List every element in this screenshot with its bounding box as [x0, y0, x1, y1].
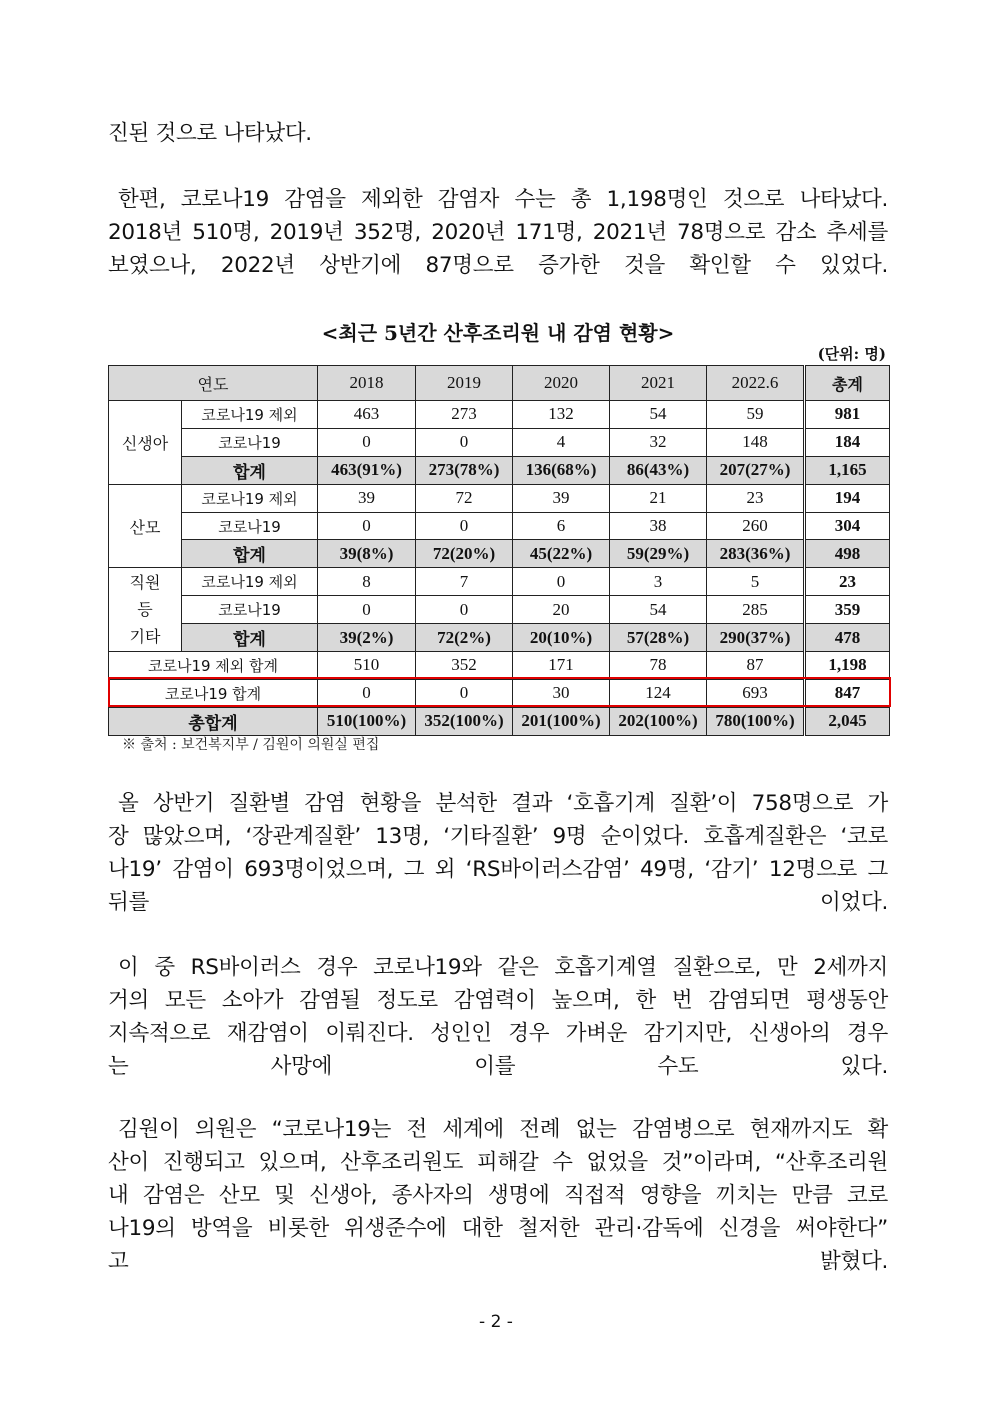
- text-line: 산이 진행되고 있으며, 산후조리원도 피해갈 수 없었을 것”이라며, “산후조리원: [108, 1150, 888, 1175]
- header-cell: 2018: [318, 366, 416, 401]
- table-cell: 87: [707, 652, 805, 680]
- table-cell: 693: [707, 679, 805, 707]
- group-label: 신생아: [109, 401, 182, 485]
- table-caption: <최근 5년간 산후조리원 내 감염 현황>: [321, 321, 675, 345]
- group-label-line: 등: [137, 600, 153, 620]
- total-cell: 184: [805, 428, 890, 456]
- table-cell: 59: [707, 401, 805, 429]
- row-label: 코로나19 제외: [182, 484, 318, 512]
- total-cell: 23: [805, 568, 890, 596]
- table-cell: 124: [610, 679, 707, 707]
- text-line: 한편, 코로나19 감염을 제외한 감염자 수는 총 1,198명인 것으로 나타났다.: [118, 187, 888, 212]
- row-label: 코로나19 제외 합계: [109, 652, 318, 680]
- total-cell: 304: [805, 512, 890, 540]
- table-cell: 207(27%): [707, 456, 805, 484]
- table-cell: 0: [318, 512, 416, 540]
- summary-row: [109, 652, 890, 680]
- row-label: 코로나19: [182, 596, 318, 624]
- table-cell: 39: [513, 484, 610, 512]
- total-cell: 847: [805, 679, 890, 707]
- header-total: 총계: [805, 366, 890, 401]
- table-cell: 20(10%): [513, 624, 610, 652]
- header-cell: 2020: [513, 366, 610, 401]
- table-cell: 72(2%): [416, 624, 513, 652]
- table-cell: 273(78%): [416, 456, 513, 484]
- table-cell: 0: [318, 596, 416, 624]
- table-cell: 171: [513, 652, 610, 680]
- table-cell: 72: [416, 484, 513, 512]
- table-cell: 72(20%): [416, 540, 513, 568]
- table-cell: 32: [610, 428, 707, 456]
- table-cell: 0: [416, 596, 513, 624]
- table-cell: 290(37%): [707, 624, 805, 652]
- group-label: [109, 568, 182, 652]
- table-cell: 780(100%): [707, 707, 805, 735]
- text-line: 나19의 방역을 비롯한 위생준수에 대한 철저한 관리·감독에 신경을 써야한다”: [108, 1216, 888, 1241]
- table-cell: 260: [707, 512, 805, 540]
- total-cell: 478: [805, 624, 890, 652]
- table-cell: 285: [707, 596, 805, 624]
- table-cell: 0: [318, 679, 416, 707]
- paragraph-summary: [108, 183, 888, 282]
- row-label: 코로나19 합계: [109, 679, 318, 707]
- header-year: 연도: [109, 366, 318, 401]
- table-cell: 201(100%): [513, 707, 610, 735]
- table-cell: 136(68%): [513, 456, 610, 484]
- table-cell: 38: [610, 512, 707, 540]
- text-line: 올 상반기 질환별 감염 현황을 분석한 결과 ‘호흡기계 질환’이 758명으로 가: [118, 791, 888, 816]
- total-cell: 498: [805, 540, 890, 568]
- table-cell: 3: [610, 568, 707, 596]
- table-cell: 148: [707, 428, 805, 456]
- table-header-row: [109, 366, 890, 401]
- row-label: 코로나19: [182, 512, 318, 540]
- group-label: 산모: [109, 484, 182, 568]
- table-cell: 23: [707, 484, 805, 512]
- table-cell: 5: [707, 568, 805, 596]
- table-cell: 510(100%): [318, 707, 416, 735]
- text-line: 고 밝혔다.: [108, 1249, 888, 1274]
- table-cell: 273: [416, 401, 513, 429]
- table-cell: 352(100%): [416, 707, 513, 735]
- text-line: 이 중 RS바이러스 경우 코로나19와 같은 호흡기계열 질환으로, 만 2세까지: [118, 955, 888, 980]
- subtotal-row: [109, 540, 890, 568]
- total-cell: 1,198: [805, 652, 890, 680]
- page-number: - 2 -: [479, 1312, 513, 1332]
- text-line: 보였으나, 2022년 상반기에 87명으로 증가한 것을 확인할 수 있었다.: [108, 253, 888, 278]
- subtotal-row: [109, 456, 890, 484]
- row-label: 합계: [182, 456, 318, 484]
- text-line: 거의 모든 소아가 감염될 정도로 감염력이 높으며, 한 번 감염되면 평생동안: [108, 988, 888, 1013]
- table-cell: 463(91%): [318, 456, 416, 484]
- table-cell: 21: [610, 484, 707, 512]
- text-line: 내 감염은 산모 및 신생아, 종사자의 생명에 직접적 영향을 끼치는 만큼 코로: [108, 1183, 889, 1208]
- table-cell: 59(29%): [610, 540, 707, 568]
- header-cell: 2022.6: [707, 366, 805, 401]
- row-label: 코로나19 제외: [182, 401, 318, 429]
- table-cell: 30: [513, 679, 610, 707]
- table-row: [109, 401, 890, 429]
- table-cell: 39(2%): [318, 624, 416, 652]
- table-cell: 202(100%): [610, 707, 707, 735]
- group-label-line: 직원: [129, 573, 161, 593]
- total-cell: 359: [805, 596, 890, 624]
- subtotal-row: [109, 624, 890, 652]
- header-cell: 2021: [610, 366, 707, 401]
- table-cell: 45(22%): [513, 540, 610, 568]
- grand-total-row: [109, 707, 890, 735]
- table-row: [109, 512, 890, 540]
- total-cell: 2,045: [805, 707, 890, 735]
- summary-row-highlighted: [109, 679, 890, 707]
- table-cell: 6: [513, 512, 610, 540]
- table-cell: 39(8%): [318, 540, 416, 568]
- total-cell: 1,165: [805, 456, 890, 484]
- text-line: 김원이 의원은 “코로나19는 전 세계에 전례 없는 감염병으로 현재까지도 확: [118, 1117, 888, 1142]
- table-cell: 0: [416, 428, 513, 456]
- row-label: 총합계: [109, 707, 318, 735]
- paragraph-continuation: [108, 117, 888, 150]
- table-cell: 0: [416, 679, 513, 707]
- group-label-line: 기타: [129, 627, 161, 647]
- table-cell: 7: [416, 568, 513, 596]
- table-cell: 0: [513, 568, 610, 596]
- row-label: 코로나19 제외: [182, 568, 318, 596]
- text-line: 나19’ 감염이 693명이었으며, 그 외 ‘RS바이러스감염’ 49명, ‘감기’ 12명으로 그: [108, 857, 888, 882]
- table-row: [109, 428, 890, 456]
- table-cell: 54: [610, 401, 707, 429]
- row-label: 합계: [182, 624, 318, 652]
- table-source: ※ 출처 : 보건복지부 / 김원이 의원실 편집: [122, 737, 380, 753]
- table-cell: 463: [318, 401, 416, 429]
- table-cell: 39: [318, 484, 416, 512]
- table-cell: 4: [513, 428, 610, 456]
- text-line: 장 많았으며, ‘장관계질환’ 13명, ‘기타질환’ 9명 순이었다. 호흡계질환은 ‘코로: [108, 824, 888, 849]
- header-cell: 2019: [416, 366, 513, 401]
- row-label: 합계: [182, 540, 318, 568]
- total-cell: 194: [805, 484, 890, 512]
- table-cell: 20: [513, 596, 610, 624]
- total-cell: 981: [805, 401, 890, 429]
- text-line: 는 사망에 이를 수도 있다.: [108, 1054, 888, 1079]
- table-row: [109, 596, 890, 624]
- paragraph-rs-virus: [108, 951, 888, 1083]
- table-row: [109, 568, 890, 596]
- table-cell: 78: [610, 652, 707, 680]
- table-cell: 86(43%): [610, 456, 707, 484]
- table-row: [109, 484, 890, 512]
- text-line: 뒤를 이었다.: [108, 890, 888, 915]
- table-cell: 352: [416, 652, 513, 680]
- infection-table: [108, 365, 890, 736]
- text-line: 지속적으로 재감염이 이뤄진다. 성인인 경우 가벼운 감기지만, 신생아의 경우: [108, 1021, 888, 1046]
- table-cell: 8: [318, 568, 416, 596]
- table-cell: 0: [416, 512, 513, 540]
- text-line: 2018년 510명, 2019년 352명, 2020년 171명, 2021년 78명으로 감소 추세를: [108, 220, 888, 245]
- text-line: 진된 것으로 나타났다.: [108, 121, 312, 146]
- table-cell: 57(28%): [610, 624, 707, 652]
- table-cell: 510: [318, 652, 416, 680]
- paragraph-disease-stats: [108, 787, 888, 919]
- table-cell: 0: [318, 428, 416, 456]
- table-cell: 54: [610, 596, 707, 624]
- table-cell: 132: [513, 401, 610, 429]
- row-label: 코로나19: [182, 428, 318, 456]
- table-cell: 283(36%): [707, 540, 805, 568]
- paragraph-quote: [108, 1113, 888, 1278]
- table-unit: (단위: 명): [817, 345, 886, 363]
